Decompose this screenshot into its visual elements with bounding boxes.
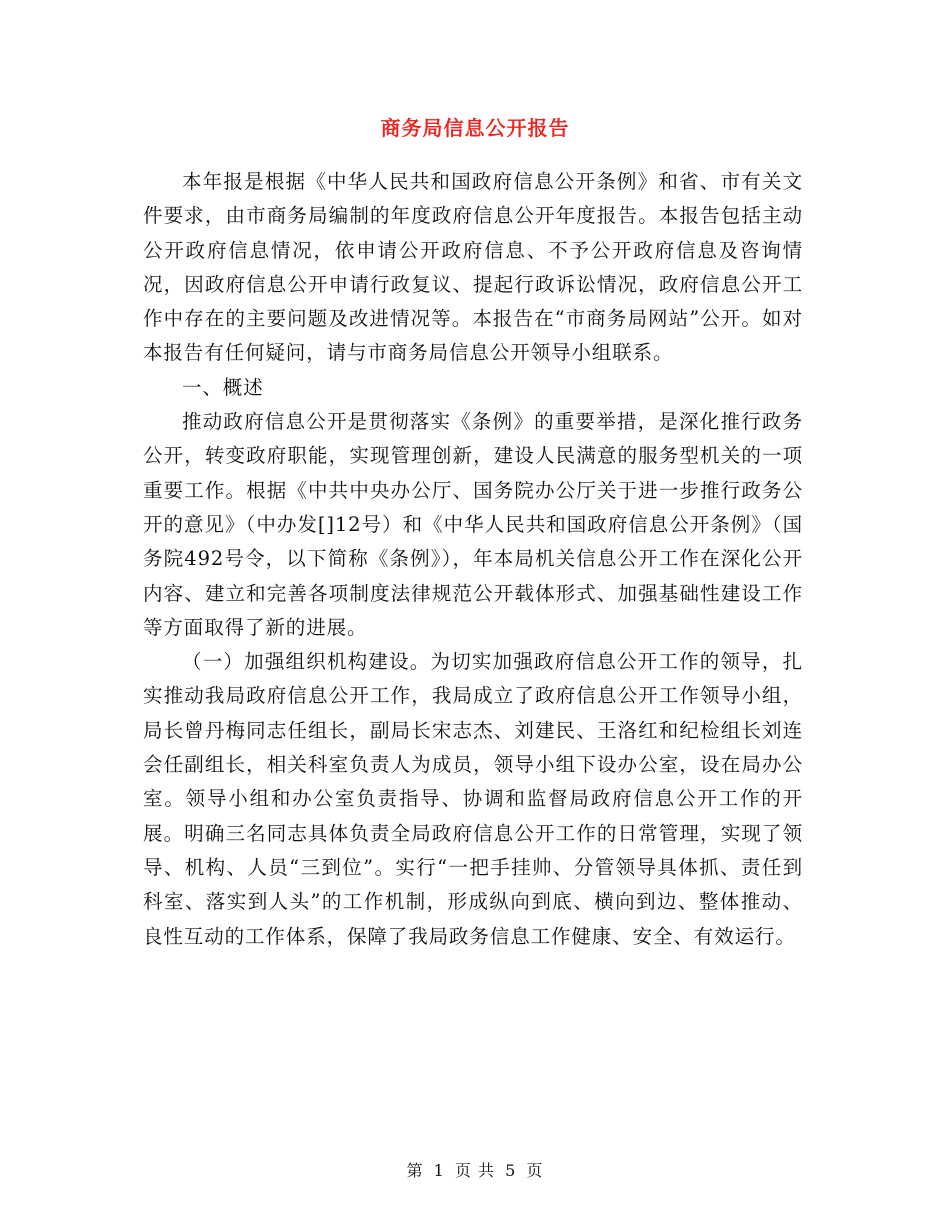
footer-page-number: 1 bbox=[433, 1161, 445, 1180]
footer-middle: 页 共 bbox=[454, 1161, 496, 1180]
document-body bbox=[143, 165, 803, 954]
footer-suffix: 页 bbox=[526, 1161, 544, 1180]
footer-total-pages: 5 bbox=[505, 1161, 517, 1180]
paragraph-intro: 本年报是根据《中华人民共和国政府信息公开条例》和省、市有关文件要求，由市商务局编制的年度政府信息公开年度报告。本报告包括主动公开政府信息情况，依申请公开政府信息、不予公开政府信息及咨询情况，因政府信息公开申请行政复议、提起行政诉讼情况，政府信息公开工作中存在的主要问题及改进情况等。本报告在“市商务局网站”公开。如对本报告有任何疑问，请与市商务局信息公开领导小组联系。 bbox=[143, 170, 803, 365]
document-title: 商务局信息公开报告 bbox=[380, 116, 570, 140]
section-heading-overview: 一、概述 bbox=[182, 375, 264, 399]
footer-prefix: 第 bbox=[406, 1161, 424, 1180]
page-footer bbox=[0, 1158, 950, 1181]
paragraph-organization: （一）加强组织机构建设。为切实加强政府信息公开工作的领导，扎实推动我局政府信息公开工作，我局成立了政府信息公开工作领导小组，局长曾丹梅同志任组长，副局长宋志杰、刘建民、王洛红和纪检组长刘连会任副组长，相关科室负责人为成员，领导小组下设办公室，设在局办公室。领导小组和办公室负责指导、协调和监督局政府信息公开工作的开展。明确三名同志具体负责全局政府信息公开工作的日常管理，实现了领导、机构、人员“三到位”。实行“一把手挂帅、分管领导具体抓、责任到科室、落实到人头”的工作机制，形成纵向到底、横向到边、整体推动、良性互动的工作体系，保障了我局政务信息工作健康、安全、有效运行。 bbox=[143, 650, 803, 948]
paragraph-overview: 推动政府信息公开是贯彻落实《条例》的重要举措，是深化推行政务公开，转变政府职能，实现管理创新，建设人民满意的服务型机关的一项重要工作。根据《中共中央办公厅、国务院办公厅关于进一步推行政务公开的意见》（中办发[]12号）和《中华人民共和国政府信息公开条例》（国务院492号令，以下简称《条例》），年本局机关信息公开工作在深化公开内容、建立和完善各项制度法律规范公开载体形式、加强基础性建设工作等方面取得了新的进展。 bbox=[143, 410, 803, 639]
